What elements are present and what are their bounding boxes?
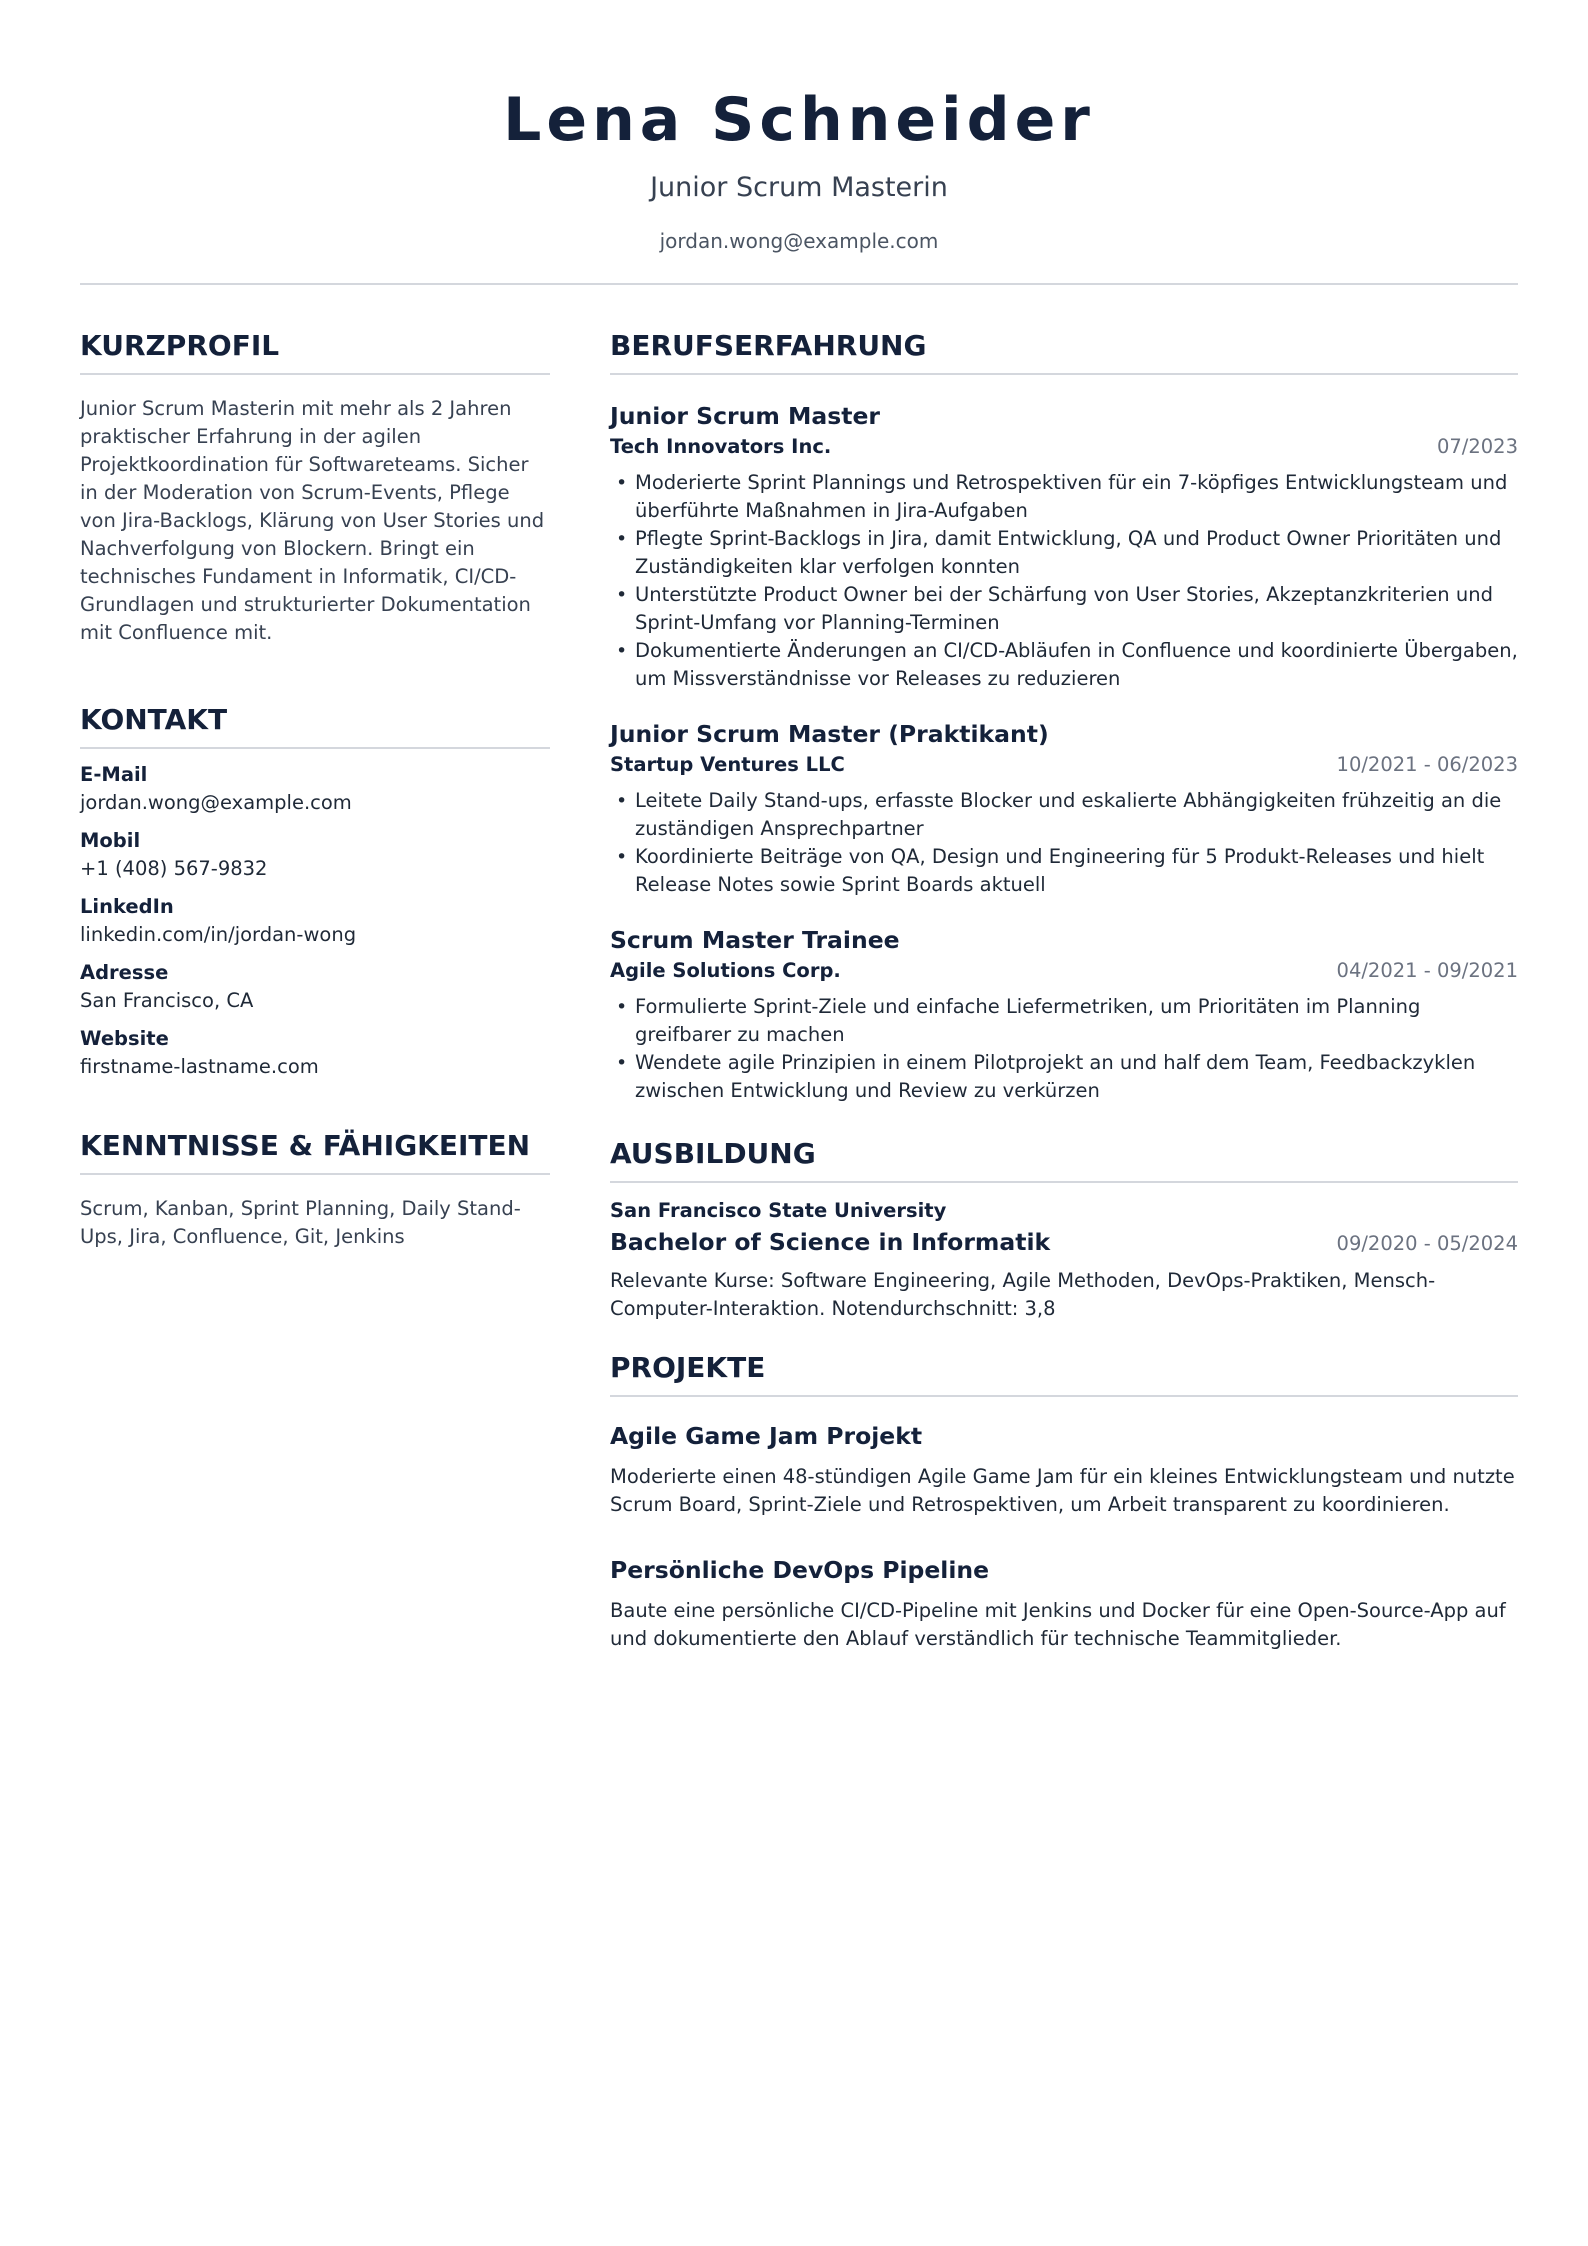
contact-item-email [80, 761, 550, 817]
education-row [610, 1225, 1518, 1259]
job-bullet: • Moderierte Sprint Plannings und Retrospektiven für ein 7-köpfiges Entwicklungsteam und überführte Maßnahmen in Jira-Aufgaben [610, 469, 1518, 525]
contact-value-website: firstname-lastname.com [80, 1055, 319, 1078]
job-bullet: • Leitete Daily Stand-ups, erfasste Blocker und eskalierte Abhängigkeiten frühzeitig an die zuständigen Ansprechpartner [610, 787, 1518, 843]
candidate-name: Lena Schneider [503, 85, 1095, 155]
job-bullets [610, 787, 1518, 899]
summary-text: Junior Scrum Masterin mit mehr als 2 Jahren praktischer Erfahrung in der agilen Projektkoordination für Softwareteams. Sicher in der Moderation von Scrum-Events, Pflege von Jira-Backlogs, Klärung von User Stories und Nachverfolgung von Blockern. Bringt ein technisches Fundament in Informatik, CI/CD-Grundlagen und strukturierter Dokumentation mit Confluence mit. [80, 397, 545, 644]
job-bullets [610, 469, 1518, 693]
contact-item-address [80, 959, 550, 1015]
skills-heading: KENNTNISSE & FÄHIGKEITEN [80, 1123, 550, 1175]
job-date: 07/2023 [1436, 435, 1518, 458]
job-entry [610, 717, 1518, 899]
contact-value-phone: +1 (408) 567-9832 [80, 857, 268, 880]
job-entry [610, 923, 1518, 1105]
contact-value-linkedin: linkedin.com/in/jordan-wong [80, 923, 357, 946]
project-entry [610, 1553, 1518, 1653]
summary-heading: KURZPROFIL [80, 323, 550, 375]
job-meta [610, 957, 1518, 985]
project-entry [610, 1419, 1518, 1519]
job-title: Junior Scrum Master (Praktikant) [610, 720, 1049, 748]
job-title: Junior Scrum Master [610, 402, 881, 430]
job-date: 04/2021 - 09/2021 [1336, 959, 1518, 982]
job-bullet: • Formulierte Sprint-Ziele und einfache Liefermetriken, um Prioritäten im Planning greifbarer zu machen [610, 993, 1518, 1049]
contact-label: Adresse [80, 961, 169, 984]
contact-item-linkedin [80, 893, 550, 949]
experience-heading: BERUFSERFAHRUNG [610, 323, 1518, 375]
education-section [610, 1131, 1518, 1323]
project-title: Agile Game Jam Projekt [610, 1422, 923, 1450]
contact-item-website [80, 1025, 550, 1081]
company-name: Startup Ventures LLC [610, 753, 845, 776]
projects-heading: PROJEKTE [610, 1345, 1518, 1397]
job-subtitle: Junior Scrum Masterin [650, 172, 948, 203]
degree-title: Bachelor of Science in Informatik [610, 1228, 1051, 1256]
education-description: Relevante Kurse: Software Engineering, Agile Methoden, DevOps-Praktiken, Mensch-Computer-Interaktion. Notendurchschnitt: 3,8 [610, 1269, 1436, 1320]
job-bullet: • Koordinierte Beiträge von QA, Design und Engineering für 5 Produkt-Releases und hielt Release Notes sowie Sprint Boards aktuell [610, 843, 1518, 899]
company-name: Tech Innovators Inc. [610, 435, 832, 458]
experience-section [610, 323, 1518, 1105]
contact-label: Website [80, 1027, 169, 1050]
projects-section [610, 1345, 1518, 1653]
main-column [610, 323, 1518, 1653]
contact-label: LinkedIn [80, 895, 174, 918]
skills-section [80, 1123, 550, 1251]
skills-text: Scrum, Kanban, Sprint Planning, Daily Stand-Ups, Jira, Confluence, Git, Jenkins [80, 1197, 521, 1248]
contact-label: Mobil [80, 829, 141, 852]
contact-value-email: jordan.wong@example.com [80, 791, 352, 814]
contact-list [80, 761, 550, 1081]
education-date: 09/2020 - 05/2024 [1336, 1232, 1518, 1255]
job-entry [610, 399, 1518, 693]
header-email: jordan.wong@example.com [659, 229, 939, 253]
project-description: Moderierte einen 48-stündigen Agile Game Jam für ein kleines Entwicklungsteam und nutzte Scrum Board, Sprint-Ziele und Retrospektiven, um Arbeit transparent zu koordinieren. [610, 1465, 1515, 1516]
job-title: Scrum Master Trainee [610, 926, 900, 954]
project-title: Persönliche DevOps Pipeline [610, 1556, 990, 1584]
contact-label: E-Mail [80, 763, 148, 786]
university-name: San Francisco State University [610, 1199, 947, 1222]
job-date: 10/2021 - 06/2023 [1336, 753, 1518, 776]
job-bullet: • Unterstützte Product Owner bei der Schärfung von User Stories, Akzeptanzkriterien und Sprint-Umfang vor Planning-Terminen [610, 581, 1518, 637]
contact-item-phone [80, 827, 550, 883]
project-description: Baute eine persönliche CI/CD-Pipeline mit Jenkins und Docker für eine Open-Source-App auf und dokumentierte den Ablauf verständlich für technische Teammitglieder. [610, 1599, 1506, 1650]
contact-value-address: San Francisco, CA [80, 989, 254, 1012]
job-bullet: • Wendete agile Prinzipien in einem Pilotprojekt an und half dem Team, Feedbackzyklen zwischen Entwicklung und Review zu verkürzen [610, 1049, 1518, 1105]
company-name: Agile Solutions Corp. [610, 959, 841, 982]
job-meta [610, 751, 1518, 779]
job-bullets [610, 993, 1518, 1105]
contact-section [80, 697, 550, 1081]
sidebar-column [80, 323, 550, 1251]
job-meta [610, 433, 1518, 461]
resume-header [80, 0, 1518, 285]
job-bullet: • Pflegte Sprint-Backlogs in Jira, damit Entwicklung, QA und Product Owner Prioritäten und Zuständigkeiten klar verfolgen konnten [610, 525, 1518, 581]
job-bullet: • Dokumentierte Änderungen an CI/CD-Abläufen in Confluence und koordinierte Übergaben, um Missverständnisse vor Releases zu reduzieren [610, 637, 1518, 693]
summary-section [80, 323, 550, 647]
education-heading: AUSBILDUNG [610, 1131, 1518, 1183]
contact-heading: KONTAKT [80, 697, 550, 749]
